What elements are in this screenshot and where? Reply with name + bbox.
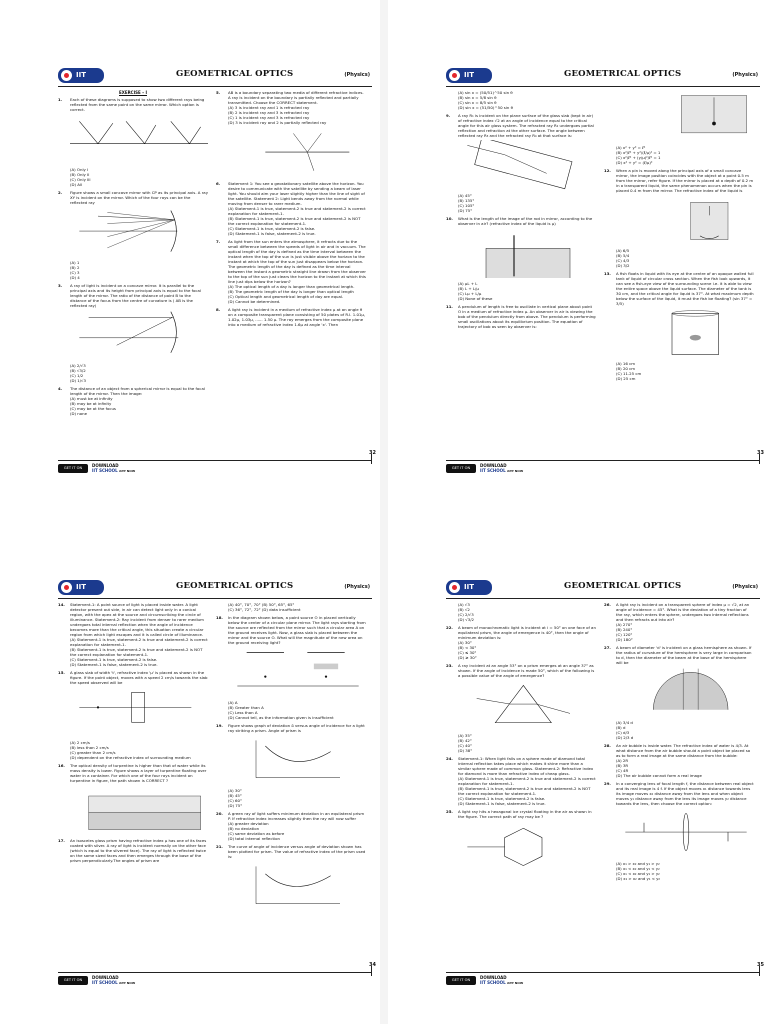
answer-option: (A) 30° [228, 788, 242, 793]
question-number: 7. [216, 239, 221, 244]
download-banner[interactable] [480, 463, 523, 474]
answer-option: (D) Statement-1 is false, statement-2 is true. [458, 801, 546, 806]
answer-option: (C) 105° [458, 203, 475, 208]
question-text: Statement 1: You see a geostationary satellite above the horizon. You desire to communicate with the satellite by sending a beam of laser light. You should aim your laser slightly higher than the line of sight of the satellite. Statement 2: Light bends away from the normal while moving from denser to rarer medium. [228, 181, 365, 206]
app-label: APP NOW [119, 469, 136, 473]
answer-option: (C) 1/2 [70, 373, 84, 378]
question-text: A light ray hits a hexagonal ice crystal floating in the air as shown in the figure. The correct path of ray may be ? [458, 809, 592, 819]
question-figure [458, 680, 596, 730]
question-number: 28. [604, 743, 611, 748]
question-text: The distance of an object from a spherical mirror is equal to the focal length of the mirror. Then the image: [70, 386, 205, 396]
answer-option: (B) d [616, 725, 626, 730]
answer-option: (B) Statement-1 is true, statement-2 is true and statement-2 is NOT the correct explanation for statement-1. [458, 786, 591, 796]
question-list [58, 97, 208, 416]
header-rule [446, 598, 760, 599]
answer-option: (C) Lμ + L/μ [458, 291, 482, 296]
question-text: In the diagram shown below, a point source O in placed vertically below the center of a circular plane mirror. The light rays starting from the source are reflected from the mirror such that a circular area A on the ground receives light. Now, a glass slab is placed between the mirror and the source O. What will the magnitude of the new area on the ground receiving light? [228, 615, 366, 645]
question-text: A beam of diameter 'd' is incident on a glass hemisphere as shown. If the radius of curvature of the hemisphere is very large in comparison to d, then the diameter of the beam at the base of the hemisphere will be [616, 645, 752, 665]
exercise-heading: EXERCISE – I [119, 90, 147, 95]
question-figure [70, 785, 208, 835]
question-item [58, 838, 208, 863]
question-text: A pendulum of length is free to oscillate in vertical plane about point O in a medium of refractive index μ. An observer in air is viewing the bob of the pendulum directly from above. The pendulum is performing small oscillations about its equilibrium position. The equation of trajectory of bob as seen by observer is: [458, 304, 596, 329]
answer-option: (B) 45° [228, 793, 242, 798]
question-item [216, 615, 366, 720]
answer-option: (B) 2 [70, 265, 80, 270]
question-text: A ray of light is incident on a concave mirror. It is parallel to the principal axis and its height from principal axis is equal to the focal length of the mirror. The ratio of the distance of point B to the distance of the focus from the centre of curvature is ( AB is the reflected ray) [70, 283, 201, 308]
question-text: A light ray is incident in a medium of refractive index μ at an angle θ on a composite transparent plane consisting of 50 plates of R.I. 1.01μ, 1.02μ, 1.03μ, ...... 1.50 μ. The ray emerges from the composite plane into a medium of refractive index 1.6μ at angle 'x'. Then [228, 307, 366, 327]
question-number: 3. [58, 283, 63, 288]
question-list [604, 602, 754, 881]
page-header [446, 580, 758, 598]
answer-option: (C) ≤ 30° [458, 650, 477, 655]
question-item [216, 307, 366, 327]
question-item [216, 602, 366, 612]
question-list [446, 90, 596, 329]
google-play-badge[interactable]: GET IT ON Google Play [446, 976, 476, 985]
page-number: 34 [369, 962, 376, 968]
answer-option: (A) 16 cm [616, 361, 636, 366]
answer-option: (B) Greater than A [228, 705, 264, 710]
brand-label: IIT SCHOOL [92, 980, 118, 985]
answer-option: (D) 1/√3 [70, 378, 87, 383]
download-label: DOWNLOAD [92, 975, 119, 980]
right-column [216, 90, 366, 460]
download-label: DOWNLOAD [480, 975, 507, 980]
answer-option: (A) Only I [70, 167, 89, 172]
answer-option: (B) sin x = 5/8 sin θ [458, 95, 497, 100]
answer-option: (A) 6/5 [616, 248, 630, 253]
answer-option: (A) 2R [616, 758, 629, 763]
question-number: 25. [446, 809, 453, 814]
answer-option: (A) Statement-1 is true, statement-2 is true and statement-2 is correct explanation for statement-1. [228, 206, 366, 216]
left-column [446, 90, 596, 460]
question-figure [458, 140, 596, 190]
answer-option: (A) √3 [458, 602, 470, 607]
question-number: 4. [58, 386, 63, 391]
answer-option: (C) 11.25 cm [616, 371, 642, 376]
answer-option: (D) x² + y² = (ℓ/μ)² [616, 160, 653, 165]
answer-option: (B) < 30° [458, 645, 477, 650]
question-text: A fish floats in liquid with its eye at the centre of an opaque walled full tank of liquid of circular cross section. When the fish look upwards, it can see a fish-eye view of the surrounding scene i.e. it is able to view the entire space above the liquid surface. The diameter of the tank is 30 cm, and the critical angle for liquid is 37°. At what maximum depth below the surface of the liquid, it must the fish be floating? (sin 37° = 3/5) [616, 271, 754, 306]
question-figure [228, 735, 366, 785]
question-list [604, 92, 754, 381]
answer-option: (B) Only II [70, 172, 90, 177]
answer-option: (D) None of these [458, 296, 493, 301]
right-column [216, 602, 366, 972]
question-item [446, 602, 596, 622]
question-number: 14. [58, 602, 65, 607]
answer-option: (D) 38° [458, 748, 473, 753]
question-item [446, 663, 596, 753]
question-item [216, 90, 366, 125]
question-item [216, 239, 366, 304]
answer-option: (C) greater than 2 cm/s [70, 750, 116, 755]
answer-option: (A) x₁ > x₂ and y₁ > y₂ [616, 861, 660, 866]
question-figure [228, 128, 366, 178]
right-column [604, 90, 754, 460]
question-columns [58, 602, 372, 972]
question-number: 18. [216, 615, 223, 620]
page-number: 35 [757, 962, 764, 968]
question-number: 23. [446, 663, 453, 668]
question-columns [446, 90, 760, 460]
answer-option: (A) 2/√3 [70, 363, 86, 368]
answer-option: (A) Statement-1 is true, statement-2 is true and statement-2 is correct explanation for statement-1. [458, 776, 596, 786]
download-banner[interactable] [92, 463, 135, 474]
question-figure [70, 310, 208, 360]
answer-option: (A) 3/4 d [616, 720, 633, 725]
question-columns [58, 90, 372, 460]
question-figure [228, 861, 366, 911]
question-number: 8. [216, 307, 221, 312]
question-number: 10. [446, 216, 453, 221]
question-figure [70, 114, 208, 164]
question-text: A green ray of light suffers minimum deviation in an equilateral prism P. If refractive index increases slightly then the ray will now suffer [228, 811, 365, 821]
answer-option: (C) 60° [228, 798, 242, 803]
question-text: Statement-1: When light falls on a sphere made of diamond total internal reflection takes place which makes it shine more than a similar sphere made of common glass. Statement-2: Refractive index for diamond is more than refractive index of cheap glass. [458, 756, 594, 776]
question-number: 19. [216, 723, 223, 728]
subject-label: (Physics) [344, 584, 370, 590]
question-number: 29. [604, 781, 611, 786]
answer-option: (C) Only III [70, 177, 91, 182]
answer-option: (B) 20 cm [616, 366, 636, 371]
answer-option: (B) 42° [458, 738, 472, 743]
page-33 [388, 0, 768, 512]
answer-option: (A) 30° [458, 640, 472, 645]
answer-option: (C) sin x = 8/5 sin θ [458, 100, 497, 105]
page-title: GEOMETRICAL OPTICS [176, 581, 294, 591]
question-item [58, 602, 208, 667]
app-label: APP NOW [507, 981, 524, 985]
question-number: 24. [446, 756, 453, 761]
page-footer [58, 460, 372, 479]
answer-option: (B) 5/4 [616, 253, 630, 258]
answer-option: (A) sin x = (50/51)^50 sin θ [458, 90, 513, 95]
question-list [216, 602, 366, 911]
page-title: GEOMETRICAL OPTICS [564, 69, 682, 79]
question-item [604, 781, 754, 881]
answer-option: (C) x²/ℓ² + (y/μ)²/ℓ² = 1 [616, 155, 661, 160]
answer-option: (B) x²/ℓ² + y²/(ℓ/μ)² = 1 [616, 150, 661, 155]
download-banner[interactable] [480, 975, 523, 986]
question-number: 5. [216, 90, 221, 95]
answer-option: (A) must be at infinity [70, 396, 113, 401]
right-column [604, 602, 754, 972]
question-item [446, 756, 596, 806]
answer-option: (B) 2 is incident ray and 3 is refracted ray [228, 110, 310, 115]
question-item [216, 844, 366, 911]
question-item [446, 809, 596, 871]
question-list [58, 602, 208, 863]
iit-school-logo: IIT [58, 580, 104, 595]
answer-option: (C) Statement-1 is true, statement-2 is false. [458, 796, 546, 801]
answer-option: (D) 75° [228, 803, 243, 808]
question-number: 17. [58, 838, 65, 843]
question-number: 9. [446, 113, 451, 118]
question-number: 13. [604, 271, 611, 276]
subject-label: (Physics) [732, 584, 758, 590]
subject-label: (Physics) [732, 72, 758, 78]
app-label: APP NOW [507, 469, 524, 473]
answer-option: (D) Cannot tell, as the information given is insufficient [228, 715, 334, 720]
answer-option: (D) 25 cm [616, 376, 636, 381]
answer-option: (C) 36°, 72°, 72° (D) data insufficient [228, 607, 301, 612]
page-32 [0, 0, 380, 512]
question-list [216, 90, 366, 327]
answer-option: (A) 40°, 70°, 70° (B) 50°, 65°, 65° [228, 602, 295, 607]
answer-option: (B) 135° [458, 198, 475, 203]
question-number: 16. [58, 763, 65, 768]
answer-option: (C) 2/√3 [458, 612, 474, 617]
answer-option: (C) Statement-1 is true, statement-2 is false. [228, 226, 316, 231]
answer-option: (C) may be at the focus [70, 406, 116, 411]
question-item [604, 271, 754, 381]
brand-label: IIT SCHOOL [92, 468, 118, 473]
app-label: APP NOW [119, 981, 136, 985]
download-label: DOWNLOAD [92, 463, 119, 468]
page-header [446, 68, 758, 86]
answer-option: (C) same deviation as before [228, 831, 285, 836]
answer-option: (D) dependent on the refractive index of surrounding medium [70, 755, 191, 760]
answer-option: (C) Statement-1 is true, statement-2 is false. [70, 657, 158, 662]
question-figure [616, 195, 754, 245]
answer-option: (D) The air bubble cannot form a real image [616, 773, 702, 778]
iit-school-logo: IIT [446, 580, 492, 595]
answer-option: (C) 120° [616, 632, 633, 637]
question-text: Each of these diagrams is supposed to show two different rays being reflected from the same point on the same mirror. Which option is correct. [70, 97, 205, 112]
question-list [446, 602, 596, 871]
page-header [58, 68, 370, 86]
answer-option: (C) x₁ < x₂ and y₁ > y₂ [616, 871, 660, 876]
question-item [604, 645, 754, 740]
question-text: What is the length of the image of the rod in mirror, according to the observer in air? (refractive index of the liquid is μ) [458, 216, 593, 226]
question-figure [616, 308, 754, 358]
page-35 [388, 512, 768, 1024]
page-footer [446, 460, 760, 479]
question-number: 21. [216, 844, 223, 849]
answer-option: (A) The optical length of a day is longer than geometrical length. [228, 284, 355, 289]
answer-option: (C) 4R [616, 768, 629, 773]
answer-option: (D) ≥ 30° [458, 655, 477, 660]
left-column [58, 602, 208, 972]
answer-option: (A) x² + y² = ℓ² [616, 145, 646, 150]
question-text: The curve of angle of incidence versus angle of deviation shown has been plotted for prism. The value of refractive index of the prism used is: [228, 844, 366, 859]
question-figure [458, 821, 596, 871]
header-rule [58, 86, 372, 87]
answer-option: (D) All [70, 182, 83, 187]
answer-option: (B) x₁ < x₂ and y₁ < y₂ [616, 866, 660, 871]
question-figure [616, 92, 754, 142]
answer-option: (B) Statement-1 is true, statement-2 is true and statement-2 is NOT the correct explanation for statement-1. [228, 216, 361, 226]
answer-option: (B) Statement-1 is true, statement-2 is true and statement-2 is NOT the correct explanation for statement-1. [70, 647, 203, 657]
question-text: The optical density of turpentine is higher than that of water while its mass density is lower. Figure shows a layer of turpentine floating over water in a container. For which one of the four rays incident on turpentine in figure, the path shown is CORRECT ? [70, 763, 207, 783]
question-number: 20. [216, 811, 223, 816]
question-figure [616, 667, 754, 717]
subject-label: (Physics) [344, 72, 370, 78]
question-item [216, 811, 366, 841]
brand-label: IIT SCHOOL [480, 980, 506, 985]
question-text: A ray R₁ is incident on the plane surface of the glass slab (kept in air) of refractive index √2 at an angle of incidence equal to the critical angle for this air glass system. The refracted ray R₂ undergoes partial reflection and refraction at the other surface. The angle between reflected ray R₃ and the refracted ray R₄ at that surface is: [458, 113, 594, 138]
question-number: 26. [604, 602, 611, 607]
answer-option: (A) Statement-1 is true, statement-2 is true and statement-2 is correct explanation for statement-1. [70, 637, 208, 647]
google-play-badge[interactable]: GET IT ON Google Play [58, 976, 88, 985]
question-item [446, 90, 596, 110]
answer-option: (D) √3/2 [458, 617, 475, 622]
question-item [604, 743, 754, 778]
question-figure [458, 228, 596, 278]
iit-school-logo: IIT [446, 68, 492, 83]
question-figure [70, 687, 208, 737]
answer-option: (C) Optical length and geometrical length of day are equal. [228, 294, 344, 299]
answer-option: (C) Less than A [228, 710, 258, 715]
question-number: 2. [58, 190, 63, 195]
answer-option: (B) less than 2 cm/s [70, 745, 109, 750]
question-item [58, 190, 208, 280]
left-column [446, 602, 596, 972]
question-item [216, 181, 366, 236]
iit-school-logo: IIT [58, 68, 104, 83]
question-text: When a pin is moved along the principal axis of a small concave mirror, the image position coincides with the object at a point 0.5 m from the mirror, refer figure. If the mirror is placed at a depth of 0.2 m in a transparent liquid, the same phenomenon occurs when the pin is placed 0.4 m from the mirror. The refractive index of the liquid is [616, 168, 754, 193]
answer-option: (D) 3/2 [616, 263, 630, 268]
answer-option: (A) 35° [458, 733, 472, 738]
question-text: A light ray is incident on a transparent sphere of index μ = √2, at an angle of incidence = 45°. What is the deviation of a tiny fraction of the ray, which enters the sphere, undergoes two internal reflections and then refracts out into air? [616, 602, 750, 622]
question-item [446, 216, 596, 301]
answer-option: (B) may be at infinity [70, 401, 112, 406]
question-item [58, 283, 208, 383]
question-text: In a converging lens of focal length f, the distance between real object and its real image is 4 f. If the object moves x₁ distance towards lens its image moves x₂ distance away from the lens and when object moves y₁ distance away from the lens its image moves y₂ distance towards the lens, then choose the correct option: [616, 781, 754, 806]
answer-option: (B) 240° [616, 627, 633, 632]
question-item [604, 92, 754, 165]
question-item [216, 128, 366, 178]
answer-option: (C) 4/3 [616, 258, 630, 263]
question-text: An isosceles glass prism having refractive index μ has one of its faces coated with silver. A ray of light is incident normally on the other face (which is equal to the silvered face). The ray of light is reflected twice on the same sized faces and then emerges through the base of the prism perpendicularly.The angles of prism are [70, 838, 207, 863]
page-title: GEOMETRICAL OPTICS [564, 581, 682, 591]
answer-option: (A) 1 [70, 260, 80, 265]
download-banner[interactable] [92, 975, 135, 986]
question-item [604, 168, 754, 268]
page-footer [446, 972, 760, 991]
question-number: 6. [216, 181, 221, 186]
question-item [58, 386, 208, 416]
brand-label: IIT SCHOOL [480, 468, 506, 473]
question-text: An air bubble is inside water. The refractive index of water is 4/3. At what distance from the air bubble should a point object be placed so as to form a real image at the same distance from the bubble: [616, 743, 751, 758]
answer-option: (D) 4 [70, 275, 80, 280]
header-rule [58, 598, 372, 599]
page-number: 33 [757, 450, 764, 456]
question-number: 15. [58, 670, 65, 675]
answer-option: (A) 3 is incident ray and 1 is refracted ray [228, 105, 310, 110]
question-columns [446, 602, 760, 972]
page-number: 32 [369, 450, 376, 456]
answer-option: (B) L + L/μ [458, 286, 479, 291]
answer-option: (D) 2/3 d [616, 735, 634, 740]
question-item [446, 113, 596, 213]
answer-option: (D) Statement-1 is false, statement-2 is true. [70, 662, 158, 667]
question-text: A beam of monochromatic light is incident at i = 50° on one face of an equilateral prism, the angle of emergence is 40°, then the angle of minimum deviation is: [458, 625, 596, 640]
answer-option: (A) 2 cm/s [70, 740, 90, 745]
question-item [604, 602, 754, 642]
answer-option: (A) 270° [616, 622, 633, 627]
question-item [446, 304, 596, 329]
question-number: 12. [604, 168, 611, 173]
google-play-badge[interactable]: GET IT ON Google Play [446, 464, 476, 473]
download-label: DOWNLOAD [480, 463, 507, 468]
question-text: A ray incident at an angle 53° on a prism emerges at an angle 37° as shown. If the angle of incidence is made 50°, which of the following is a possible value of the angle of emergence? [458, 663, 595, 678]
question-text: Statement-1: A point source of light is placed inside water. A light detector present out side, in air can detect light only in a conical region, with the apex at the source and circumscribing the circle of illuminance. Statement-2: Ray incident from denser to rarer medium undergoes total internal reflection when the angle of incidence becomes more than the critical angle, this situation create a circular region from which light escapes and it is called circle of illuminance. [70, 602, 204, 637]
answer-option: (B) no deviation [228, 826, 260, 831]
answer-option: (B) The geometric length of the day is longer than optical length [228, 289, 354, 294]
google-play-badge[interactable]: GET IT ON Google Play [58, 464, 88, 473]
question-item [216, 723, 366, 808]
page-footer [58, 972, 372, 991]
answer-option: (D) none [70, 411, 87, 416]
question-text: Figure shows a small concave mirror with CP as its principal axis. A ray XY is incident on the mirror. Which of the four rays can be the reflected ray [70, 190, 208, 205]
answer-option: (A) 45° [458, 193, 472, 198]
answer-option: (D) x₁ > x₂ and y₁ < y₂ [616, 876, 660, 881]
question-item [58, 97, 208, 187]
question-text: As light from the sun enters the atmosphere, it refracts due to the small difference between the speeds of light in air and in vacuum. The optical length of the day is defined as the time interval between the instant when the top of the sun is just visible above the horizon to the instant at which the top of the sun just disappears below the horizon. The geometric length of the day is defined as the time interval between the instant a geometric straight line drawn from the observer to the top of the sun just clears the horizon to the instant at which this line just dips below the horizon? [228, 239, 366, 284]
answer-option: (C) 40° [458, 743, 472, 748]
question-number: 11. [446, 304, 453, 309]
answer-option: (A) A [228, 700, 238, 705]
answer-option: (C) 1 is incident ray and 3 is refracted ray [228, 115, 310, 120]
answer-option: (D) 3 is incident ray and 2 is partially reflected ray [228, 120, 327, 125]
question-item [58, 763, 208, 835]
answer-option: (A) μL + L [458, 281, 478, 286]
page-header [58, 580, 370, 598]
answer-option: (D) sin x = (51/50)^50 sin θ [458, 105, 514, 110]
left-column [58, 90, 208, 460]
question-figure [616, 808, 754, 858]
answer-option: (D) Cannot be determined. [228, 299, 281, 304]
question-item [58, 670, 208, 760]
question-text: Figure shows graph of deviation δ versus angle of incidence for a light ray striking a prism. Angle of prism is [228, 723, 365, 733]
page-title: GEOMETRICAL OPTICS [176, 69, 294, 79]
answer-option: (B) √2 [458, 607, 470, 612]
answer-option: (C) d/3 [616, 730, 630, 735]
question-figure [70, 207, 208, 257]
answer-option: (B) 3R [616, 763, 629, 768]
answer-option: (B) √3/2 [70, 368, 86, 373]
answer-option: (D) Statement-1 is false, statement-2 is true. [228, 231, 316, 236]
question-text: AB is a boundary separating two media of different refractive indices. A ray is incident on the boundary is partially reflected and partially transmitted. Choose the CORRECT statement. [228, 90, 364, 105]
answer-option: (D) 75° [458, 208, 473, 213]
answer-option: (D) total internal reflection [228, 836, 280, 841]
question-item [446, 625, 596, 660]
question-text: A glass slab of width 't', refractive index 'μ' is placed as shown in the figure. If the point object, moves with a speed 2 cm/s towards the slab the speed observed will be [70, 670, 208, 685]
answer-option: (A) greater deviation [228, 821, 269, 826]
question-figure [228, 647, 366, 697]
question-number: 1. [58, 97, 63, 102]
question-number: 27. [604, 645, 611, 650]
page-34 [0, 512, 380, 1024]
question-number: 22. [446, 625, 453, 630]
answer-option: (C) 3 [70, 270, 80, 275]
header-rule [446, 86, 760, 87]
answer-option: (D) 180° [616, 637, 633, 642]
